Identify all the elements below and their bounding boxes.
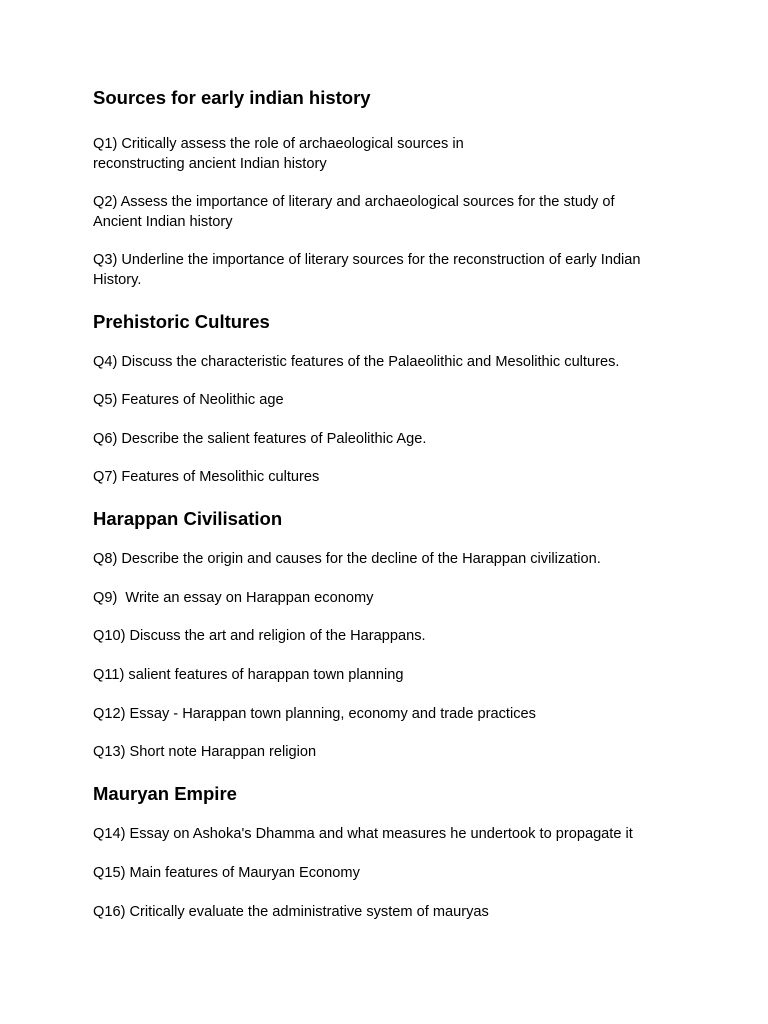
question-q10: Q10) Discuss the art and religion of the Harappans. xyxy=(93,628,426,644)
question-line: Q1) Critically assess the role of archaeological sources in xyxy=(93,136,464,152)
section-heading-prehistoric: Prehistoric Cultures xyxy=(93,311,270,332)
question-q7: Q7) Features of Mesolithic cultures xyxy=(93,469,320,485)
section-heading-mauryan: Mauryan Empire xyxy=(93,783,237,804)
question-q4: Q4) Discuss the characteristic features of the Palaeolithic and Mesolithic cultures. xyxy=(93,354,620,370)
question-line: Ancient Indian history xyxy=(93,213,233,230)
question-q14: Q14) Essay on Ashoka's Dhamma and what measures he undertook to propagate it xyxy=(93,826,633,842)
question-q3 xyxy=(93,251,683,290)
question-q15: Q15) Main features of Mauryan Economy xyxy=(93,865,360,881)
section-heading-harappan: Harappan Civilisation xyxy=(93,508,283,529)
question-q5: Q5) Features of Neolithic age xyxy=(93,392,284,408)
section-heading-sources: Sources for early indian history xyxy=(93,87,371,108)
question-q16: Q16) Critically evaluate the administrative system of mauryas xyxy=(93,904,489,920)
question-line: reconstructing ancient Indian history xyxy=(93,155,327,172)
question-q13: Q13) Short note Harappan religion xyxy=(93,744,317,760)
question-q12: Q12) Essay - Harappan town planning, economy and trade practices xyxy=(93,706,536,722)
question-line: Q2) Assess the importance of literary and archaeological sources for the study of xyxy=(93,194,615,210)
question-q9: Q9) Write an essay on Harappan economy xyxy=(93,590,374,606)
question-q2 xyxy=(93,193,683,232)
question-q8: Q8) Describe the origin and causes for the decline of the Harappan civilization. xyxy=(93,551,601,567)
question-line: Q3) Underline the importance of literary sources for the reconstruction of early Indian xyxy=(93,252,641,268)
question-line: History. xyxy=(93,271,142,288)
question-q6: Q6) Describe the salient features of Paleolithic Age. xyxy=(93,431,427,447)
question-q1 xyxy=(93,135,683,174)
question-q11: Q11) salient features of harappan town planning xyxy=(93,667,404,683)
